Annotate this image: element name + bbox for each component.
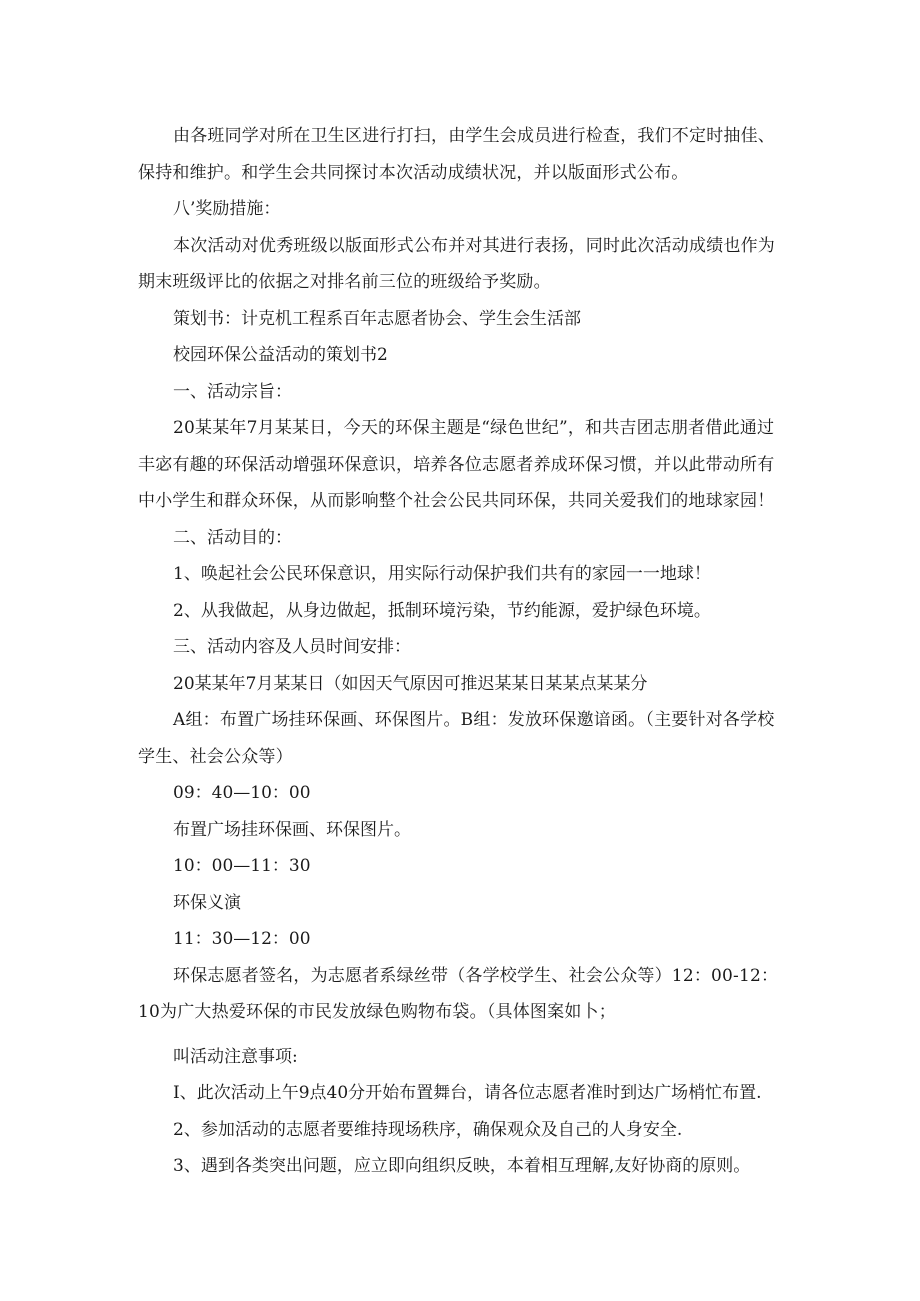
list-item-note-2: 2、参加活动的志愿者要维持现场秩序，确保观众及自己的人身安全. (173, 1119, 683, 1140)
schedule-time-3: 11：30—12：00 (173, 929, 311, 949)
schedule-time-1: 09：40—10：00 (173, 783, 311, 803)
heading-plan-2-title: 校园环保公益活动的策划书2 (173, 345, 388, 365)
list-item-note-3: 3、遇到各类突出问题，应立即向组织反映，本着相互理解,友好协商的原则。 (173, 1156, 751, 1176)
heading-activity-purpose: 一、活动宗旨： (173, 381, 292, 402)
schedule-task-3: 环保志愿者签名，为志愿者系绿丝带（各学校学生、社会公众等）12：00-12：10为广大热爱环保的市民发放绿色购物布袋。（具体图案如卜； (138, 965, 779, 1022)
heading-schedule: 三、活动内容及人员时间安排： (173, 637, 411, 657)
paragraph-schedule-date: 20某某年7月某某日（如因天气原因可推迟某某日某某点某某分 (173, 673, 648, 694)
paragraph-organizer: 策划书：计克机工程系百年志愿者协会、学生会生活部 (173, 308, 581, 329)
heading-reward-measures: 八’奖励措施： (173, 199, 281, 219)
list-item-goal-1: 1、唤起社会公民环保意识，用实际行动保护我们共有的家园一一地球！ (173, 564, 711, 584)
schedule-time-2: 10：00—11：30 (173, 856, 311, 876)
document-body (138, 118, 783, 1185)
paragraph-cleanup-procedure: 由各班同学对所在卫生区进行打扫，由学生会成员进行检查，我们不定时抽佳、保持和维护。和学生会共同探讨本次活动成绩状况，并以版面形式公布。 (138, 126, 775, 183)
paragraph-activity-purpose: 20某某年7月某某日，今天的环保主题是“绿色世纪”，和共吉团志朋者借此通过丰宓有趣的环保活动增强环保意识，培养各位志愿者养成环保习惯，并以此带动所有中小学生和群众环保，从而影响整个社会公民共同环保，共同关爱我们的地球家园！ (138, 418, 775, 511)
list-item-note-1: I、此次活动上午9点40分开始布置舞台，请各位志愿者准时到达广场梢忙布置. (173, 1083, 762, 1103)
paragraph-group-tasks: A组：布置广场挂环保画、环保图片。B组：发放环保邀谙函。（主要针对各学校学生、社会公众等） (138, 710, 775, 767)
heading-activity-goals: 二、活动目的： (173, 527, 292, 548)
schedule-task-1: 布置广场挂环保画、环保图片。 (173, 819, 411, 840)
paragraph-reward-details: 本次活动对优秀班级以版面形式公布并对其进行表扬，同时此次活动成绩也作为期末班级评比的依据之对排名前三位的班级给予奖励。 (138, 235, 775, 292)
schedule-task-2: 环保义演 (173, 892, 241, 913)
heading-notes: 叫活动注意事项: (173, 1046, 298, 1067)
list-item-goal-2: 2、从我做起，从身边做起，抵制环境污染，节约能源，爱护绿色环境。 (173, 600, 711, 621)
